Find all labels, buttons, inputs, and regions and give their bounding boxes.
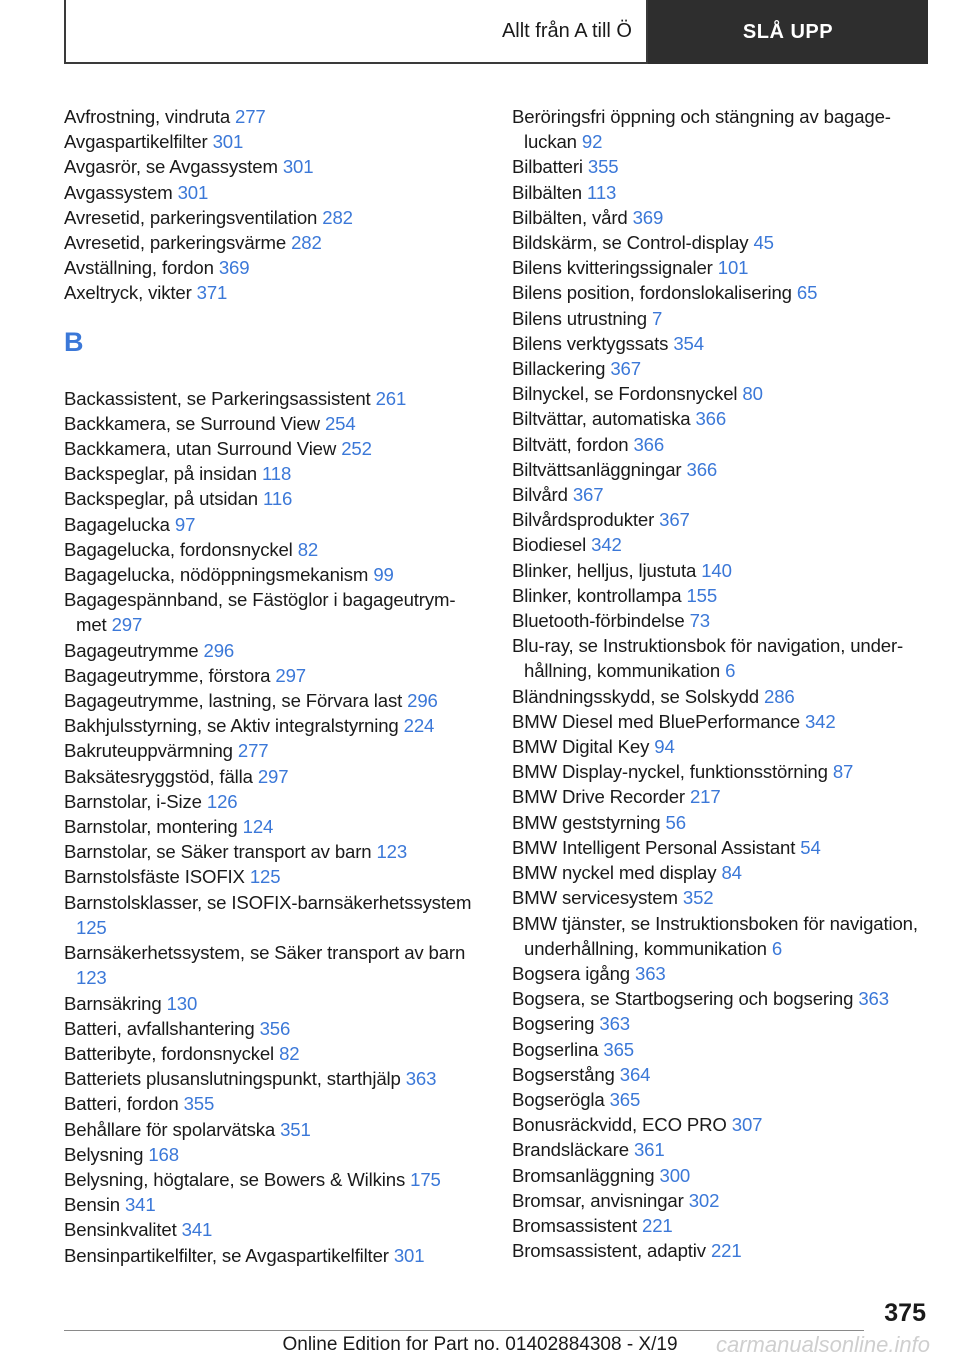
index-entry-text: Bensin xyxy=(64,1194,120,1216)
index-entry xyxy=(64,386,479,411)
lookup-button[interactable]: SLÅ UPP xyxy=(648,0,928,64)
index-entry-text: Bilens verktygssats xyxy=(512,332,669,354)
index-entry-text: Avgasrör, se Avgassystem xyxy=(64,156,278,178)
page-link[interactable]: 297 xyxy=(275,664,306,686)
index-entry-text: BMW servicesystem xyxy=(512,887,678,909)
index-entry xyxy=(64,839,479,864)
index-entry xyxy=(512,986,922,1011)
page-link[interactable]: 73 xyxy=(689,610,710,632)
index-entry xyxy=(512,331,922,356)
index-entry-text: Blinker, helljus, ljustuta xyxy=(512,559,697,581)
index-entry xyxy=(64,789,479,814)
page-link[interactable]: 224 xyxy=(403,715,435,737)
index-entry xyxy=(512,734,922,759)
index-entry xyxy=(512,1011,922,1036)
page-link[interactable]: 302 xyxy=(688,1189,720,1211)
index-entry xyxy=(512,205,922,230)
index-entry-text: Backkamera, se Surround View xyxy=(64,412,320,434)
index-entry xyxy=(512,759,922,784)
index-entry-text: Bogserögla xyxy=(512,1088,605,1110)
index-entry-text: Blinker, kontrollampa xyxy=(512,584,682,606)
page-link[interactable]: 261 xyxy=(375,387,407,409)
index-entry-text: Biltvättar, automatiska xyxy=(512,408,691,430)
index-entry xyxy=(64,1142,479,1167)
index-entry xyxy=(512,1137,922,1162)
page-link[interactable]: 125 xyxy=(249,866,281,888)
index-entry-text: Backspeglar, på utsidan xyxy=(64,488,258,510)
index-entry-text: Bagagelucka, fordonsnyckel xyxy=(64,538,293,560)
page-link[interactable]: 130 xyxy=(166,992,198,1014)
index-entry xyxy=(64,411,479,436)
page-link[interactable]: 341 xyxy=(181,1219,213,1241)
index-entry-text: Bromsanläggning xyxy=(512,1164,655,1186)
index-entry-text: BMW Display-nyckel, funktionsstörning xyxy=(512,761,828,783)
index-entry-text: Bilbatteri xyxy=(512,156,583,178)
page-link[interactable]: 94 xyxy=(654,736,675,758)
index-entry-text: Bogsering xyxy=(512,1013,595,1035)
index-entry xyxy=(512,104,922,154)
index-entry xyxy=(64,738,479,763)
page-link[interactable]: 124 xyxy=(242,816,274,838)
page-link[interactable]: 97 xyxy=(174,513,196,535)
section-tab[interactable]: Allt från A till Ö xyxy=(64,0,648,64)
index-entry xyxy=(64,814,479,839)
index-column-left xyxy=(64,104,479,1268)
index-entry xyxy=(64,940,479,990)
index-entry xyxy=(512,1213,922,1238)
page-link[interactable]: 364 xyxy=(619,1063,651,1085)
index-entry-text: Avresetid, parkeringsvärme xyxy=(64,232,287,254)
page-link[interactable]: 297 xyxy=(257,765,289,787)
page-link[interactable]: 296 xyxy=(407,690,438,712)
watermark: carmanualsonline.info xyxy=(715,1332,930,1357)
index-entry-text: BMW Diesel med BluePerformance xyxy=(512,710,800,732)
page-link[interactable]: 363 xyxy=(405,1068,437,1090)
page-link[interactable]: 277 xyxy=(235,106,266,127)
page-link[interactable]: 307 xyxy=(731,1114,763,1136)
page-link[interactable]: 84 xyxy=(721,862,742,884)
page-link[interactable]: 366 xyxy=(686,458,718,480)
page-link[interactable]: 65 xyxy=(796,282,818,304)
index-column-right xyxy=(512,104,922,1263)
page-link[interactable]: 356 xyxy=(259,1017,291,1039)
page-link[interactable]: 87 xyxy=(832,761,854,783)
page-link[interactable]: 371 xyxy=(196,282,228,304)
page-link[interactable]: 354 xyxy=(673,332,704,354)
index-entry-text: Bromsar, anvisningar xyxy=(512,1189,684,1211)
page-number: 375 xyxy=(884,1299,926,1327)
index-entry xyxy=(512,1238,922,1263)
page-link[interactable]: 221 xyxy=(642,1214,673,1236)
index-entry-text: Brandsläckare xyxy=(512,1139,629,1161)
index-entry xyxy=(64,1243,479,1268)
page-link[interactable]: 363 xyxy=(599,1013,630,1035)
index-entry xyxy=(512,885,922,910)
index-entry-text: BMW Drive Recorder xyxy=(512,786,685,808)
index-entry xyxy=(64,461,479,486)
index-entry-text: Bakhjulsstyrning, se Aktiv integralstyrning xyxy=(64,715,399,737)
index-letter-heading: B xyxy=(64,326,84,357)
index-entry-text: Belysning xyxy=(64,1143,144,1165)
index-entry xyxy=(512,356,922,381)
index-entry-text: Bländningsskydd, se Solskydd xyxy=(512,685,759,707)
page-link[interactable]: 45 xyxy=(753,232,774,254)
index-entry xyxy=(512,381,922,406)
index-entry xyxy=(64,1192,479,1217)
index-entry xyxy=(64,1217,479,1242)
index-entry xyxy=(64,436,479,461)
index-entry-text: Bagageutrymme, förstora xyxy=(64,664,271,686)
index-entry-text: Bogserstång xyxy=(512,1063,615,1085)
page-link[interactable]: 282 xyxy=(322,206,353,228)
page-link[interactable]: 341 xyxy=(124,1194,156,1216)
index-entry-text: Biodiesel xyxy=(512,534,587,556)
index-entry xyxy=(64,638,479,663)
page-link[interactable]: 168 xyxy=(148,1143,179,1165)
index-entry xyxy=(512,1037,922,1062)
index-entry xyxy=(512,961,922,986)
index-entry xyxy=(64,255,479,280)
index-entry xyxy=(64,713,479,738)
page-link[interactable]: 369 xyxy=(632,206,664,228)
index-entry xyxy=(512,608,922,633)
index-entry-text: Behållare för spolarvätska xyxy=(64,1118,276,1140)
index-entry xyxy=(512,432,922,457)
page-link[interactable]: 6 xyxy=(725,660,736,682)
index-entry-text: Barnsäkerhetssystem, se Säker transport av barn xyxy=(64,942,466,964)
index-entry xyxy=(64,890,479,940)
index-entry-text: Batteriets plusanslutningspunkt, starthjälp xyxy=(64,1068,401,1090)
footer-edition: Online Edition for Part no. 01402884308 - X/19 xyxy=(282,1334,678,1355)
index-entry-text: Barnstolsfäste ISOFIX xyxy=(64,866,245,888)
page-link[interactable]: 286 xyxy=(764,685,795,707)
index-entry xyxy=(512,180,922,205)
page-link[interactable]: 355 xyxy=(183,1093,215,1115)
index-entry xyxy=(512,255,922,280)
index-entry-text: Bagagelucka, nödöppningsmekanism xyxy=(64,564,369,586)
index-entry xyxy=(64,104,479,129)
page-link[interactable]: 277 xyxy=(237,740,269,762)
index-entry xyxy=(64,180,479,205)
page-link[interactable]: 155 xyxy=(686,584,718,606)
page-link[interactable]: 296 xyxy=(203,639,235,661)
index-entry-text: Bromsassistent xyxy=(512,1214,637,1236)
index-entry xyxy=(512,633,922,683)
index-entry-text: Bromsassistent, adaptiv xyxy=(512,1240,706,1262)
footer-divider xyxy=(64,1330,864,1331)
index-entry-text: Beröringsfri öppning och stängning av bagageluckan xyxy=(512,106,891,153)
index-entry-text: Bensinkvalitet xyxy=(64,1219,177,1241)
index-entry xyxy=(64,688,479,713)
index-entry xyxy=(64,205,479,230)
index-entry xyxy=(64,1041,479,1066)
index-entry xyxy=(512,457,922,482)
page-link[interactable]: 125 xyxy=(76,916,107,938)
page-link[interactable]: 369 xyxy=(218,257,250,279)
page-link[interactable]: 351 xyxy=(280,1118,311,1140)
index-entry-text: Bogsera, se Startbogsering och bogsering xyxy=(512,988,854,1010)
index-entry xyxy=(64,562,479,587)
page-link[interactable]: 301 xyxy=(177,181,209,203)
index-entry xyxy=(512,507,922,532)
index-entry-text: Belysning, högtalare, se Bowers & Wilkins xyxy=(64,1168,406,1190)
index-entry xyxy=(512,860,922,885)
index-entry-text: Biltvätt, fordon xyxy=(512,433,629,455)
page-link[interactable]: 363 xyxy=(635,962,666,984)
page-link[interactable]: 116 xyxy=(263,488,293,510)
index-entry-text: Bilbälten, vård xyxy=(512,206,628,228)
page-link[interactable]: 301 xyxy=(282,156,314,178)
index-entry-text: Blu-ray, se Instruktionsbok för navigation, underhållning, kommunikation xyxy=(512,635,904,682)
index-entry-text: Bilens kvitteringssignaler xyxy=(512,257,713,279)
index-entry xyxy=(512,406,922,431)
index-entry-text: Bakruteuppvärmning xyxy=(64,740,233,762)
index-entry-text: Bluetooth-förbindelse xyxy=(512,610,685,632)
page-link[interactable]: 297 xyxy=(111,614,143,636)
index-entry-text: Bagageutrymme, lastning, se Förvara last xyxy=(64,690,403,712)
page-link[interactable]: 342 xyxy=(591,534,622,556)
index-entry-text: BMW geststyrning xyxy=(512,811,661,833)
index-entry xyxy=(64,512,479,537)
index-entry-text: BMW tjänster, se Instruktionsboken för navigation, underhållning, kommunikation xyxy=(512,912,918,959)
index-entry-text: BMW Digital Key xyxy=(512,736,650,758)
page-link[interactable]: 367 xyxy=(572,484,604,506)
page-link[interactable]: 54 xyxy=(800,836,821,858)
index-entry xyxy=(512,230,922,255)
page-link[interactable]: 82 xyxy=(297,538,319,560)
index-entry xyxy=(64,991,479,1016)
index-entry-text: Avgassystem xyxy=(64,181,173,203)
index-entry xyxy=(64,537,479,562)
index-entry-text: Avgaspartikelfilter xyxy=(64,131,208,153)
index-entry xyxy=(64,486,479,511)
index-entry-text: Axeltryck, vikter xyxy=(64,282,192,304)
index-entry xyxy=(64,280,479,305)
page-link[interactable]: 301 xyxy=(212,131,244,153)
index-entry-text: Bilbälten xyxy=(512,181,582,203)
index-entry xyxy=(512,154,922,179)
page-link[interactable]: 352 xyxy=(682,887,714,909)
index-entry-text: Baksätesryggstöd, fälla xyxy=(64,765,253,787)
index-entry xyxy=(512,1188,922,1213)
index-entry xyxy=(512,583,922,608)
index-entry xyxy=(512,684,922,709)
index-entry xyxy=(512,280,922,305)
index-entry-text: Bilens utrustning xyxy=(512,307,647,329)
index-entry xyxy=(64,587,479,637)
index-entry-text: Backspeglar, på insidan xyxy=(64,463,257,485)
index-entry xyxy=(512,709,922,734)
index-entry xyxy=(64,1066,479,1091)
index-entry xyxy=(512,810,922,835)
page-link[interactable]: 7 xyxy=(651,307,663,329)
page-link[interactable]: 254 xyxy=(324,412,356,434)
index-entry xyxy=(512,1087,922,1112)
page-link[interactable]: 113 xyxy=(587,181,617,203)
index-entry-text: Barnsäkring xyxy=(64,992,162,1014)
page-link[interactable]: 252 xyxy=(341,438,372,460)
index-entry-text: Billackering xyxy=(512,358,606,380)
index-entry-text: Barnstolsklasser, se ISOFIX-barnsäkerhetssystem xyxy=(64,891,472,913)
index-entry-text: Backassistent, se Parkeringsassistent xyxy=(64,387,371,409)
page-link[interactable]: 361 xyxy=(633,1139,665,1161)
index-entry-text: Barnstolar, montering xyxy=(64,816,238,838)
index-entry xyxy=(64,1117,479,1142)
page-link[interactable]: 56 xyxy=(665,811,686,833)
page-link[interactable]: 217 xyxy=(689,786,721,808)
index-entry xyxy=(64,230,479,255)
index-entry-text: Bensinpartikelfilter, se Avgaspartikelfilter xyxy=(64,1244,389,1266)
index-entry-text: BMW nyckel med display xyxy=(512,862,717,884)
page-link[interactable]: 366 xyxy=(695,408,727,430)
page-link[interactable]: 221 xyxy=(710,1240,742,1262)
index-entry xyxy=(512,1062,922,1087)
page-link[interactable]: 123 xyxy=(376,841,408,863)
index-entry-text: Bonusräckvidd, ECO PRO xyxy=(512,1114,727,1136)
index-entry xyxy=(64,764,479,789)
page-link[interactable]: 363 xyxy=(858,988,889,1010)
index-entry xyxy=(512,784,922,809)
index-entry-text: Bilnyckel, se Fordonsnyckel xyxy=(512,383,738,405)
index-entry-text: Batteri, avfallshantering xyxy=(64,1017,255,1039)
index-entry xyxy=(64,129,479,154)
page-link[interactable]: 366 xyxy=(633,433,665,455)
page-link[interactable]: 367 xyxy=(659,509,690,531)
page-link[interactable]: 365 xyxy=(603,1038,634,1060)
index-entry xyxy=(512,532,922,557)
index-entry-text: Batteribyte, fordonsnyckel xyxy=(64,1042,275,1064)
page-link[interactable]: 282 xyxy=(291,232,322,254)
page-link[interactable]: 82 xyxy=(279,1042,300,1064)
index-entry-text: Avställning, fordon xyxy=(64,257,214,279)
index-entry-text: Bilens position, fordonslokalisering xyxy=(512,282,792,304)
page-link[interactable]: 300 xyxy=(659,1164,691,1186)
index-entry xyxy=(512,911,922,961)
index-entry xyxy=(512,1163,922,1188)
index-entry-text: Bagagelucka xyxy=(64,513,170,535)
page-link[interactable]: 80 xyxy=(742,383,763,405)
index-entry-text: Bagageutrymme xyxy=(64,639,199,661)
index-entry xyxy=(512,558,922,583)
page-link[interactable]: 101 xyxy=(717,257,749,279)
index-entry xyxy=(512,1112,922,1137)
index-entry xyxy=(512,482,922,507)
page-link[interactable]: 118 xyxy=(261,463,292,485)
page-link[interactable]: 92 xyxy=(581,131,603,153)
page-link[interactable]: 123 xyxy=(76,967,107,989)
page-link[interactable]: 140 xyxy=(701,559,732,581)
index-entry-text: Barnstolar, se Säker transport av barn xyxy=(64,841,372,863)
index-entry-text: Bilvårdsprodukter xyxy=(512,509,655,531)
index-entry-text: Batteri, fordon xyxy=(64,1093,179,1115)
page-link[interactable]: 355 xyxy=(587,156,619,178)
page-link[interactable]: 367 xyxy=(610,358,641,380)
page-link[interactable]: 342 xyxy=(804,710,836,732)
index-entry-text: Avfrostning, vindruta xyxy=(64,106,231,127)
page-link[interactable]: 126 xyxy=(206,790,238,812)
index-entry xyxy=(64,663,479,688)
page-link[interactable]: 301 xyxy=(393,1244,425,1266)
index-entry-text: Bagagespännband, se Fästöglor i bagageutrymmet xyxy=(64,589,456,636)
index-entry xyxy=(64,864,479,889)
page-header xyxy=(64,0,928,64)
index-entry xyxy=(64,1091,479,1116)
index-entry xyxy=(64,1016,479,1041)
index-entry-text: Bildskärm, se Control-display xyxy=(512,232,749,254)
index-entry-text: Bogserlina xyxy=(512,1038,599,1060)
page-link[interactable]: 99 xyxy=(373,564,394,586)
page-link[interactable]: 175 xyxy=(410,1168,441,1190)
index-entry xyxy=(512,306,922,331)
index-entry-text: BMW Intelligent Personal Assistant xyxy=(512,836,796,858)
index-entry-text: Bogsera igång xyxy=(512,962,630,984)
index-entry xyxy=(512,835,922,860)
index-entry-text: Bilvård xyxy=(512,484,568,506)
index-entry xyxy=(64,1167,479,1192)
index-entry-text: Backkamera, utan Surround View xyxy=(64,438,337,460)
index-entry-text: Avresetid, parkeringsventilation xyxy=(64,206,318,228)
index-entry xyxy=(64,154,479,179)
index-entry-text: Biltvättsanläggningar xyxy=(512,458,682,480)
index-entry-text: Barnstolar, i-Size xyxy=(64,790,202,812)
page-link[interactable]: 365 xyxy=(609,1088,641,1110)
page-link[interactable]: 6 xyxy=(771,937,783,959)
